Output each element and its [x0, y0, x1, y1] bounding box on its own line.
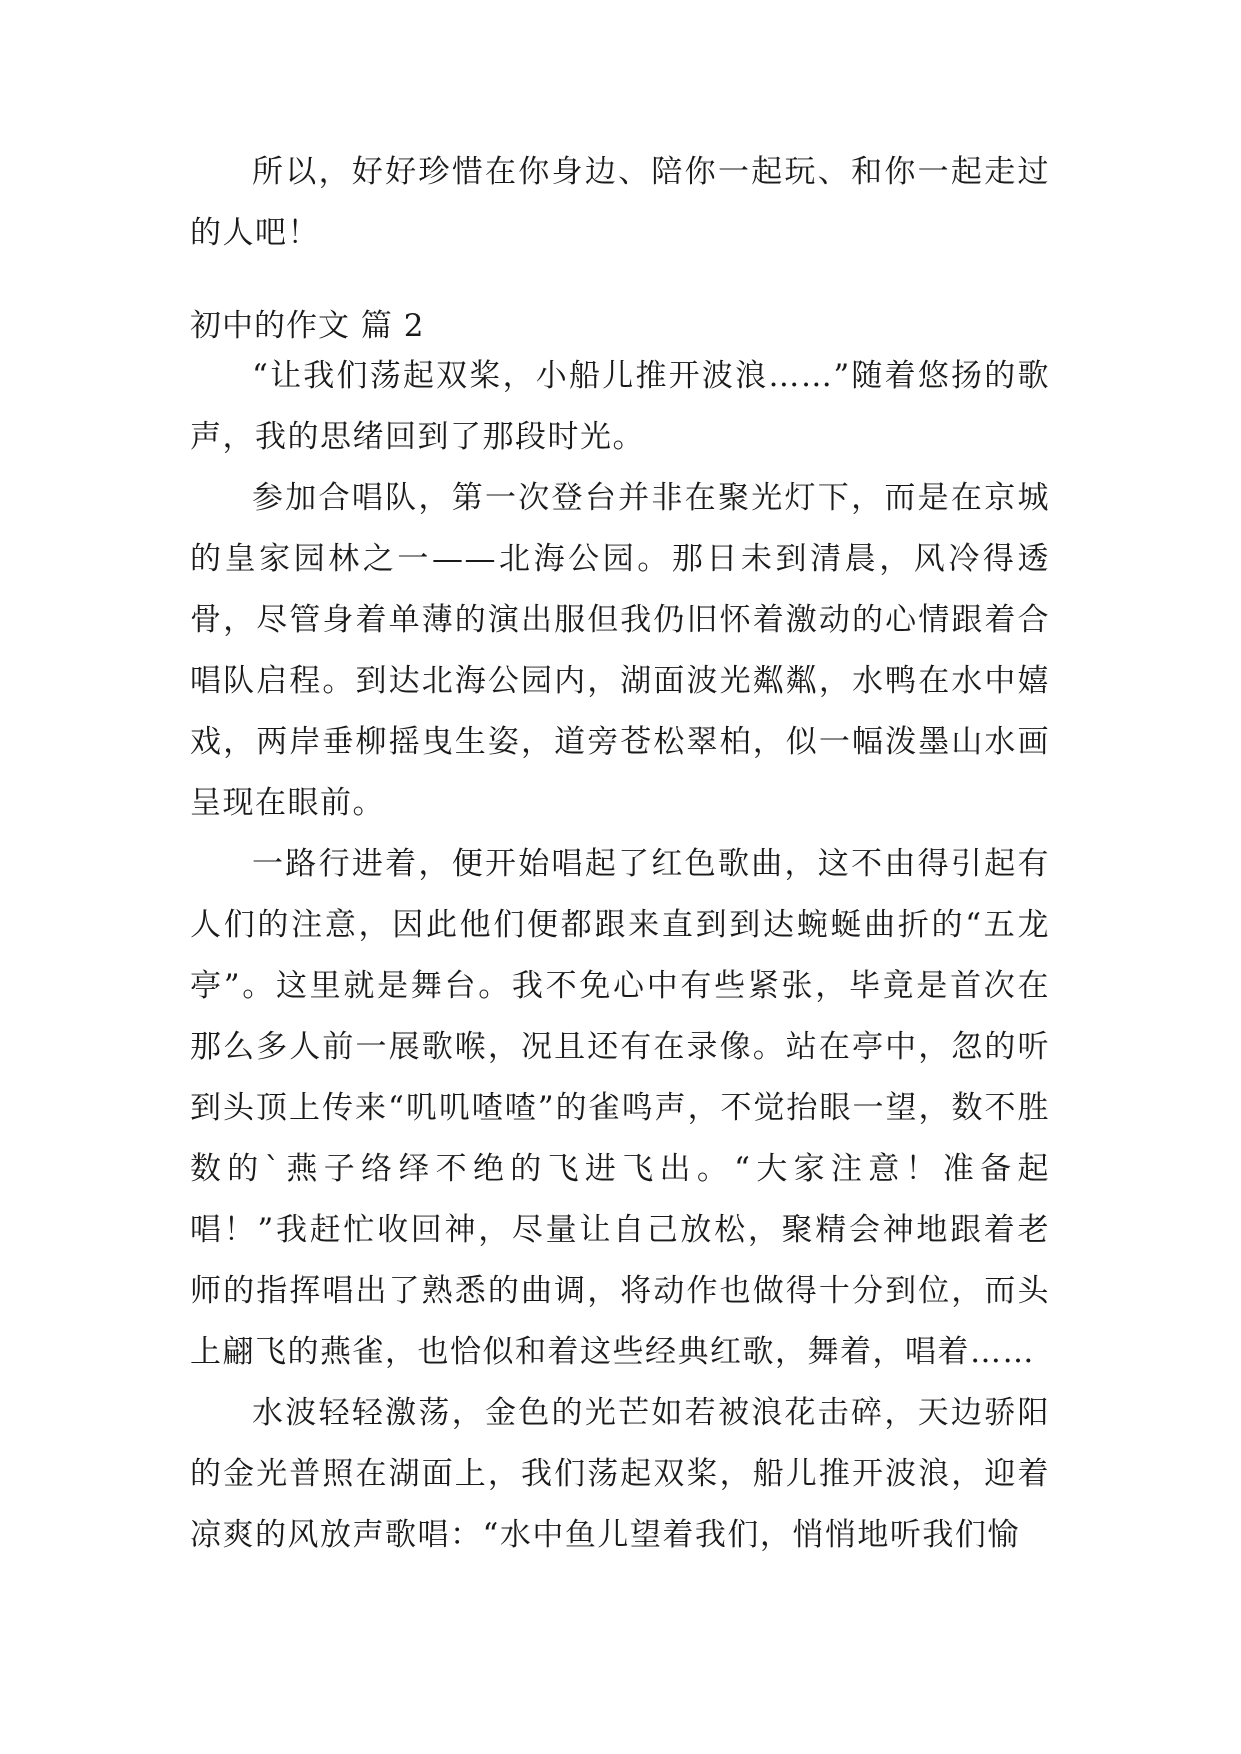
- paragraph-4: 水波轻轻激荡，金色的光芒如若被浪花击碎，天边骄阳的金光普照在湖面上，我们荡起双桨，船儿推开波浪，迎着凉爽的风放声歌唱：“水中鱼儿望着我们，悄悄地听我们愉: [190, 1395, 1050, 1553]
- section-title: 初中的作文 篇 2: [190, 308, 425, 344]
- paragraph-2: 参加合唱队，第一次登台并非在聚光灯下，而是在京城的皇家园林之一——北海公园。那日未到清晨，风冷得透骨，尽管身着单薄的演出服但我仍旧怀着激动的心情跟着合唱队启程。到达北海公园内，湖面波光粼粼，水鸭在水中嬉戏，两岸垂柳摇曳生姿，道旁苍松翠柏，似一幅泼墨山水画呈现在眼前。: [190, 480, 1050, 821]
- paragraph-closing: 所以，好好珍惜在你身边、陪你一起玩、和你一起走过的人吧！: [190, 154, 1050, 251]
- paragraph-1: “让我们荡起双桨，小船儿推开波浪……”随着悠扬的歌声，我的思绪回到了那段时光。: [190, 358, 1050, 455]
- paragraph-3: 一路行进着，便开始唱起了红色歌曲，这不由得引起有人们的注意，因此他们便都跟来直到到达蜿蜒曲折的“五龙亭”。这里就是舞台。我不免心中有些紧张，毕竟是首次在那么多人前一展歌喉，况且还有在录像。站在亭中，忽的听到头顶上传来“叽叽喳喳”的雀鸣声，不觉抬眼一望，数不胜数的`燕子络绎不绝的飞进飞出。“大家注意！准备起唱！”我赶忙收回神，尽量让自己放松，聚精会神地跟着老师的指挥唱出了熟悉的曲调，将动作也做得十分到位，而头上翩飞的燕雀，也恰似和着这些经典红歌，舞着，唱着……: [190, 846, 1050, 1370]
